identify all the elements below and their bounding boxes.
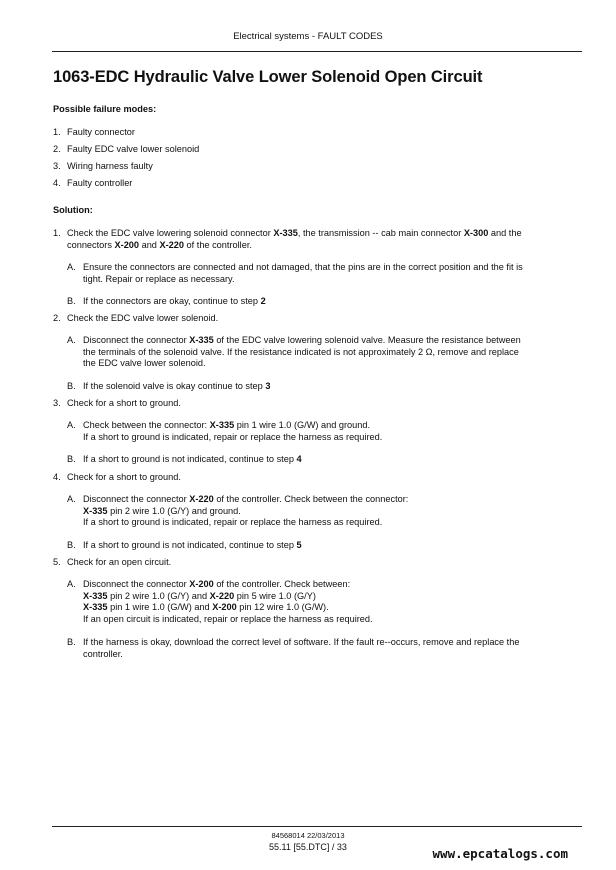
step-text bbox=[67, 228, 583, 251]
substep-line bbox=[83, 420, 582, 432]
text-run: Check the EDC valve lowering solenoid connector bbox=[67, 228, 274, 238]
substep-letter: B. bbox=[67, 454, 76, 464]
text-run: Disconnect the connector bbox=[83, 494, 190, 504]
watermark: www.epcatalogs.com bbox=[432, 846, 568, 861]
text-run: of the controller. Check between: bbox=[213, 579, 351, 589]
header-rule bbox=[52, 51, 582, 52]
text-run: Check for a short to ground. bbox=[67, 472, 181, 482]
text-run: If an open circuit is indicated, repair or replace the harness as required. bbox=[83, 613, 373, 624]
solution-heading: Solution: bbox=[53, 205, 93, 215]
text-run: If a short to ground is indicated, repair or replace the harness as required. bbox=[83, 431, 383, 442]
connector-ref: 2 bbox=[260, 296, 266, 306]
connector-ref: X-200 bbox=[212, 602, 237, 612]
failure-mode-item: Faulty connector bbox=[67, 127, 135, 137]
list-number: 4. bbox=[53, 178, 61, 188]
text-run: of the controller. Check between the connector: bbox=[213, 494, 409, 504]
failure-modes-heading: Possible failure modes: bbox=[53, 104, 157, 114]
connector-ref: 5 bbox=[296, 540, 302, 550]
list-number: 1. bbox=[53, 127, 61, 137]
step-line bbox=[67, 228, 583, 240]
substep-text bbox=[83, 540, 582, 552]
substep-line bbox=[83, 517, 582, 529]
text-run: the terminals of the solenoid valve. If the resistance indicated is not approximately 2 Ω, remove and replace bbox=[83, 346, 519, 357]
step-text bbox=[67, 472, 583, 484]
substep-letter: A. bbox=[67, 420, 76, 430]
substep-line bbox=[83, 591, 582, 603]
text-run: pin 2 wire 1.0 (G/Y) and ground. bbox=[107, 505, 241, 516]
connector-ref: X-200 bbox=[114, 239, 140, 250]
substep-letter: A. bbox=[67, 494, 76, 504]
substep-text bbox=[83, 420, 582, 443]
list-number: 3. bbox=[53, 161, 61, 171]
substep-line bbox=[83, 358, 582, 370]
connector-ref: X-335 bbox=[273, 228, 298, 238]
step-number: 5. bbox=[53, 557, 61, 567]
substep-letter: A. bbox=[67, 262, 76, 272]
text-run: pin 2 wire 1.0 (G/Y) and bbox=[107, 590, 210, 601]
substep-line bbox=[83, 296, 582, 308]
text-run: Check between the connector: bbox=[83, 420, 210, 430]
substep-text bbox=[83, 637, 582, 660]
text-run: If the solenoid valve is okay continue to step bbox=[83, 381, 266, 391]
substep-text bbox=[83, 579, 582, 625]
text-run: pin 12 wire 1.0 (G/W). bbox=[236, 602, 329, 612]
step-text bbox=[67, 313, 583, 325]
text-run: of the controller. bbox=[184, 239, 252, 250]
connector-ref: X-220 bbox=[159, 239, 184, 250]
connector-ref: X-335 bbox=[83, 590, 108, 601]
connector-ref: X-200 bbox=[189, 579, 214, 589]
step-line bbox=[67, 472, 583, 484]
substep-text bbox=[83, 494, 582, 529]
substep-letter: B. bbox=[67, 381, 76, 391]
substep-text bbox=[83, 262, 582, 285]
substep-line bbox=[83, 381, 582, 393]
text-run: and bbox=[139, 239, 160, 250]
text-run: If a short to ground is indicated, repair or replace the harness as required. bbox=[83, 517, 383, 527]
substep-line bbox=[83, 347, 582, 359]
text-run: pin 1 wire 1.0 (G/W) and ground. bbox=[234, 420, 371, 430]
text-run: Disconnect the connector bbox=[83, 579, 190, 589]
substep-text bbox=[83, 335, 582, 370]
connector-ref: X-220 bbox=[209, 590, 235, 601]
step-line bbox=[67, 313, 583, 325]
substep-line bbox=[83, 494, 582, 506]
step-line bbox=[67, 398, 583, 410]
substep-line bbox=[83, 454, 582, 466]
text-run: Check for a short to ground. bbox=[67, 398, 181, 408]
failure-mode-item: Faulty EDC valve lower solenoid bbox=[67, 144, 200, 154]
text-run: , the transmission -- cab main connector bbox=[297, 228, 464, 238]
substep-line bbox=[83, 262, 582, 274]
connector-ref: X-335 bbox=[83, 505, 108, 516]
substep-line bbox=[83, 649, 582, 661]
substep-letter: B. bbox=[67, 637, 76, 647]
connector-ref: X-300 bbox=[463, 228, 489, 238]
step-text bbox=[67, 557, 583, 569]
connector-ref: 3 bbox=[265, 381, 271, 391]
text-run: and the bbox=[488, 228, 522, 238]
text-run: pin 1 wire 1.0 (G/W) and bbox=[107, 602, 213, 612]
step-number: 2. bbox=[53, 313, 61, 323]
list-number: 2. bbox=[53, 144, 61, 154]
failure-mode-item: Wiring harness faulty bbox=[67, 161, 153, 171]
substep-letter: B. bbox=[67, 296, 76, 306]
text-run: Check for an open circuit. bbox=[67, 557, 172, 567]
substep-text bbox=[83, 454, 582, 466]
text-run: If a short to ground is not indicated, continue to step bbox=[83, 454, 297, 464]
page-number: 55.11 [55.DTC] / 33 bbox=[269, 842, 347, 852]
text-run: pin 5 wire 1.0 (G/Y) bbox=[234, 590, 316, 601]
connector-ref: X-220 bbox=[189, 494, 214, 504]
text-run: If the connectors are okay, continue to step bbox=[83, 296, 261, 306]
text-run: connectors bbox=[67, 239, 115, 250]
substep-line bbox=[83, 579, 582, 591]
page-title: 1063-EDC Hydraulic Valve Lower Solenoid Open Circuit bbox=[53, 68, 483, 86]
substep-line bbox=[83, 335, 582, 347]
substep-text bbox=[83, 381, 582, 393]
substep-letter: A. bbox=[67, 335, 76, 345]
text-run: tight. Repair or replace as necessary. bbox=[83, 273, 235, 284]
connector-ref: 4 bbox=[296, 454, 302, 464]
substep-line bbox=[83, 274, 582, 286]
connector-ref: X-335 bbox=[83, 602, 108, 612]
substep-text bbox=[83, 296, 582, 308]
step-number: 4. bbox=[53, 472, 61, 482]
document-code: 84568014 22/03/2013 bbox=[271, 831, 345, 840]
step-number: 3. bbox=[53, 398, 61, 408]
step-text bbox=[67, 398, 583, 410]
text-run: If the harness is okay, download the correct level of software. If the fault re--occurs, remove and replace the bbox=[83, 637, 520, 647]
text-run: Ensure the connectors are connected and not damaged, that the pins are in the correct position and the fit is bbox=[83, 262, 523, 272]
step-line bbox=[67, 240, 583, 252]
text-run: Check the EDC valve lower solenoid. bbox=[67, 313, 219, 323]
page-header: Electrical systems - FAULT CODES bbox=[233, 31, 383, 42]
footer-rule bbox=[52, 826, 582, 827]
text-run: Disconnect the connector bbox=[83, 335, 190, 345]
substep-line bbox=[83, 540, 582, 552]
connector-ref: X-335 bbox=[189, 335, 214, 345]
substep-line bbox=[83, 432, 582, 444]
text-run: of the EDC valve lowering solenoid valve. Measure the resistance between bbox=[213, 335, 521, 345]
failure-mode-item: Faulty controller bbox=[67, 178, 133, 188]
substep-line bbox=[83, 506, 582, 518]
text-run: the EDC valve lower solenoid. bbox=[83, 358, 206, 368]
substep-line bbox=[83, 602, 582, 614]
substep-letter: B. bbox=[67, 540, 76, 550]
substep-letter: A. bbox=[67, 579, 76, 589]
step-number: 1. bbox=[53, 228, 61, 238]
substep-line bbox=[83, 637, 582, 649]
text-run: controller. bbox=[83, 648, 123, 659]
step-line bbox=[67, 557, 583, 569]
substep-line bbox=[83, 614, 582, 626]
text-run: If a short to ground is not indicated, continue to step bbox=[83, 540, 297, 550]
connector-ref: X-335 bbox=[209, 420, 235, 430]
